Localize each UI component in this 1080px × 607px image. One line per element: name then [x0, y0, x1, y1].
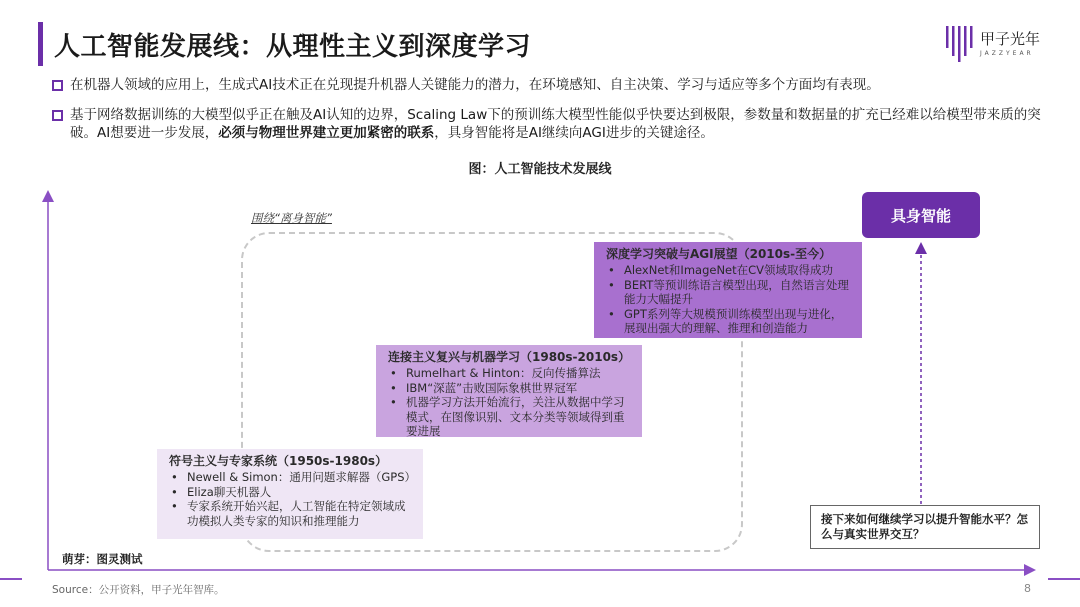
stage-item: • BERT等预训练语言模型出现，自然语言处理能力大幅提升: [606, 278, 852, 307]
stage-item: • 机器学习方法开始流行，关注从数据中学习模式，在图像识别、文本分类等领域得到重要进展: [388, 395, 632, 439]
bullet-text-part: 基于网络数据训练的大模型似乎正在触及AI认知的边界，Scaling Law下的预训练大模型性能似乎快要达到极限，参数量和数据量的扩充已经难以给模型带来质的突破。AI想要进一步发展，: [70, 107, 1041, 141]
stage-title: 符号主义与专家系统（1950s-1980s）: [169, 454, 388, 468]
bullet-text-part: ，具身智能将是AI继续向AGI进步的关键途径。: [434, 125, 714, 141]
stage-connectionism: [376, 345, 642, 437]
bullet-text: 在机器人领域的应用上，生成式AI技术正在兑现提升机器人关键能力的潜力，在环境感知、自主决策、学习与适应等多个方面均有表现。: [70, 77, 880, 93]
embodied-ai-box: 具身智能: [862, 192, 980, 238]
stage-item: • Rumelhart & Hinton：反向传播算法: [388, 366, 632, 381]
stage-item: • Newell & Simon：通用问题求解器（GPS）: [169, 470, 413, 485]
stage-title: 深度学习突破与AGI展望（2010s-至今）: [606, 247, 832, 261]
stage-item: • Eliza聊天机器人: [169, 485, 413, 500]
figure-title: 图：人工智能技术发展线: [468, 162, 612, 177]
logo-text-cn: 甲子光年: [980, 30, 1041, 48]
source-note: Source：公开资料，甲子光年智库。: [52, 584, 225, 596]
stage-item: • AlexNet和ImageNet在CV领域取得成功: [606, 263, 852, 278]
stage-deep-learning: [594, 242, 862, 338]
region-label: 围绕“离身智能”: [251, 211, 332, 225]
bullet-text-emphasis: 必须与物理世界建立更加紧密的联系: [218, 125, 435, 141]
page-title: 人工智能发展线：从理性主义到深度学习: [54, 32, 532, 62]
question-box: 接下来如何继续学习以提升智能水平？怎么与真实世界交互？: [810, 505, 1040, 549]
sprout-label: 萌芽：图灵测试: [62, 552, 143, 566]
stage-item: • GPT系列等大规模预训练模型出现与进化，展现出强大的理解、推理和创造能力: [606, 307, 852, 336]
page-number: 8: [1024, 582, 1031, 595]
stage-item: • IBM“深蓝”击败国际象棋世界冠军: [388, 381, 632, 396]
stage-title: 连接主义复兴与机器学习（1980s-2010s）: [388, 350, 631, 364]
stage-symbolism: [157, 449, 423, 539]
bottom-accent-left: [0, 578, 22, 580]
stage-item: • 专家系统开始兴起，人工智能在特定领域成功模拟人类专家的知识和推理能力: [169, 499, 413, 528]
logo-text-en: JAZZYEAR: [980, 50, 1034, 57]
bottom-accent-right: [1048, 578, 1080, 580]
